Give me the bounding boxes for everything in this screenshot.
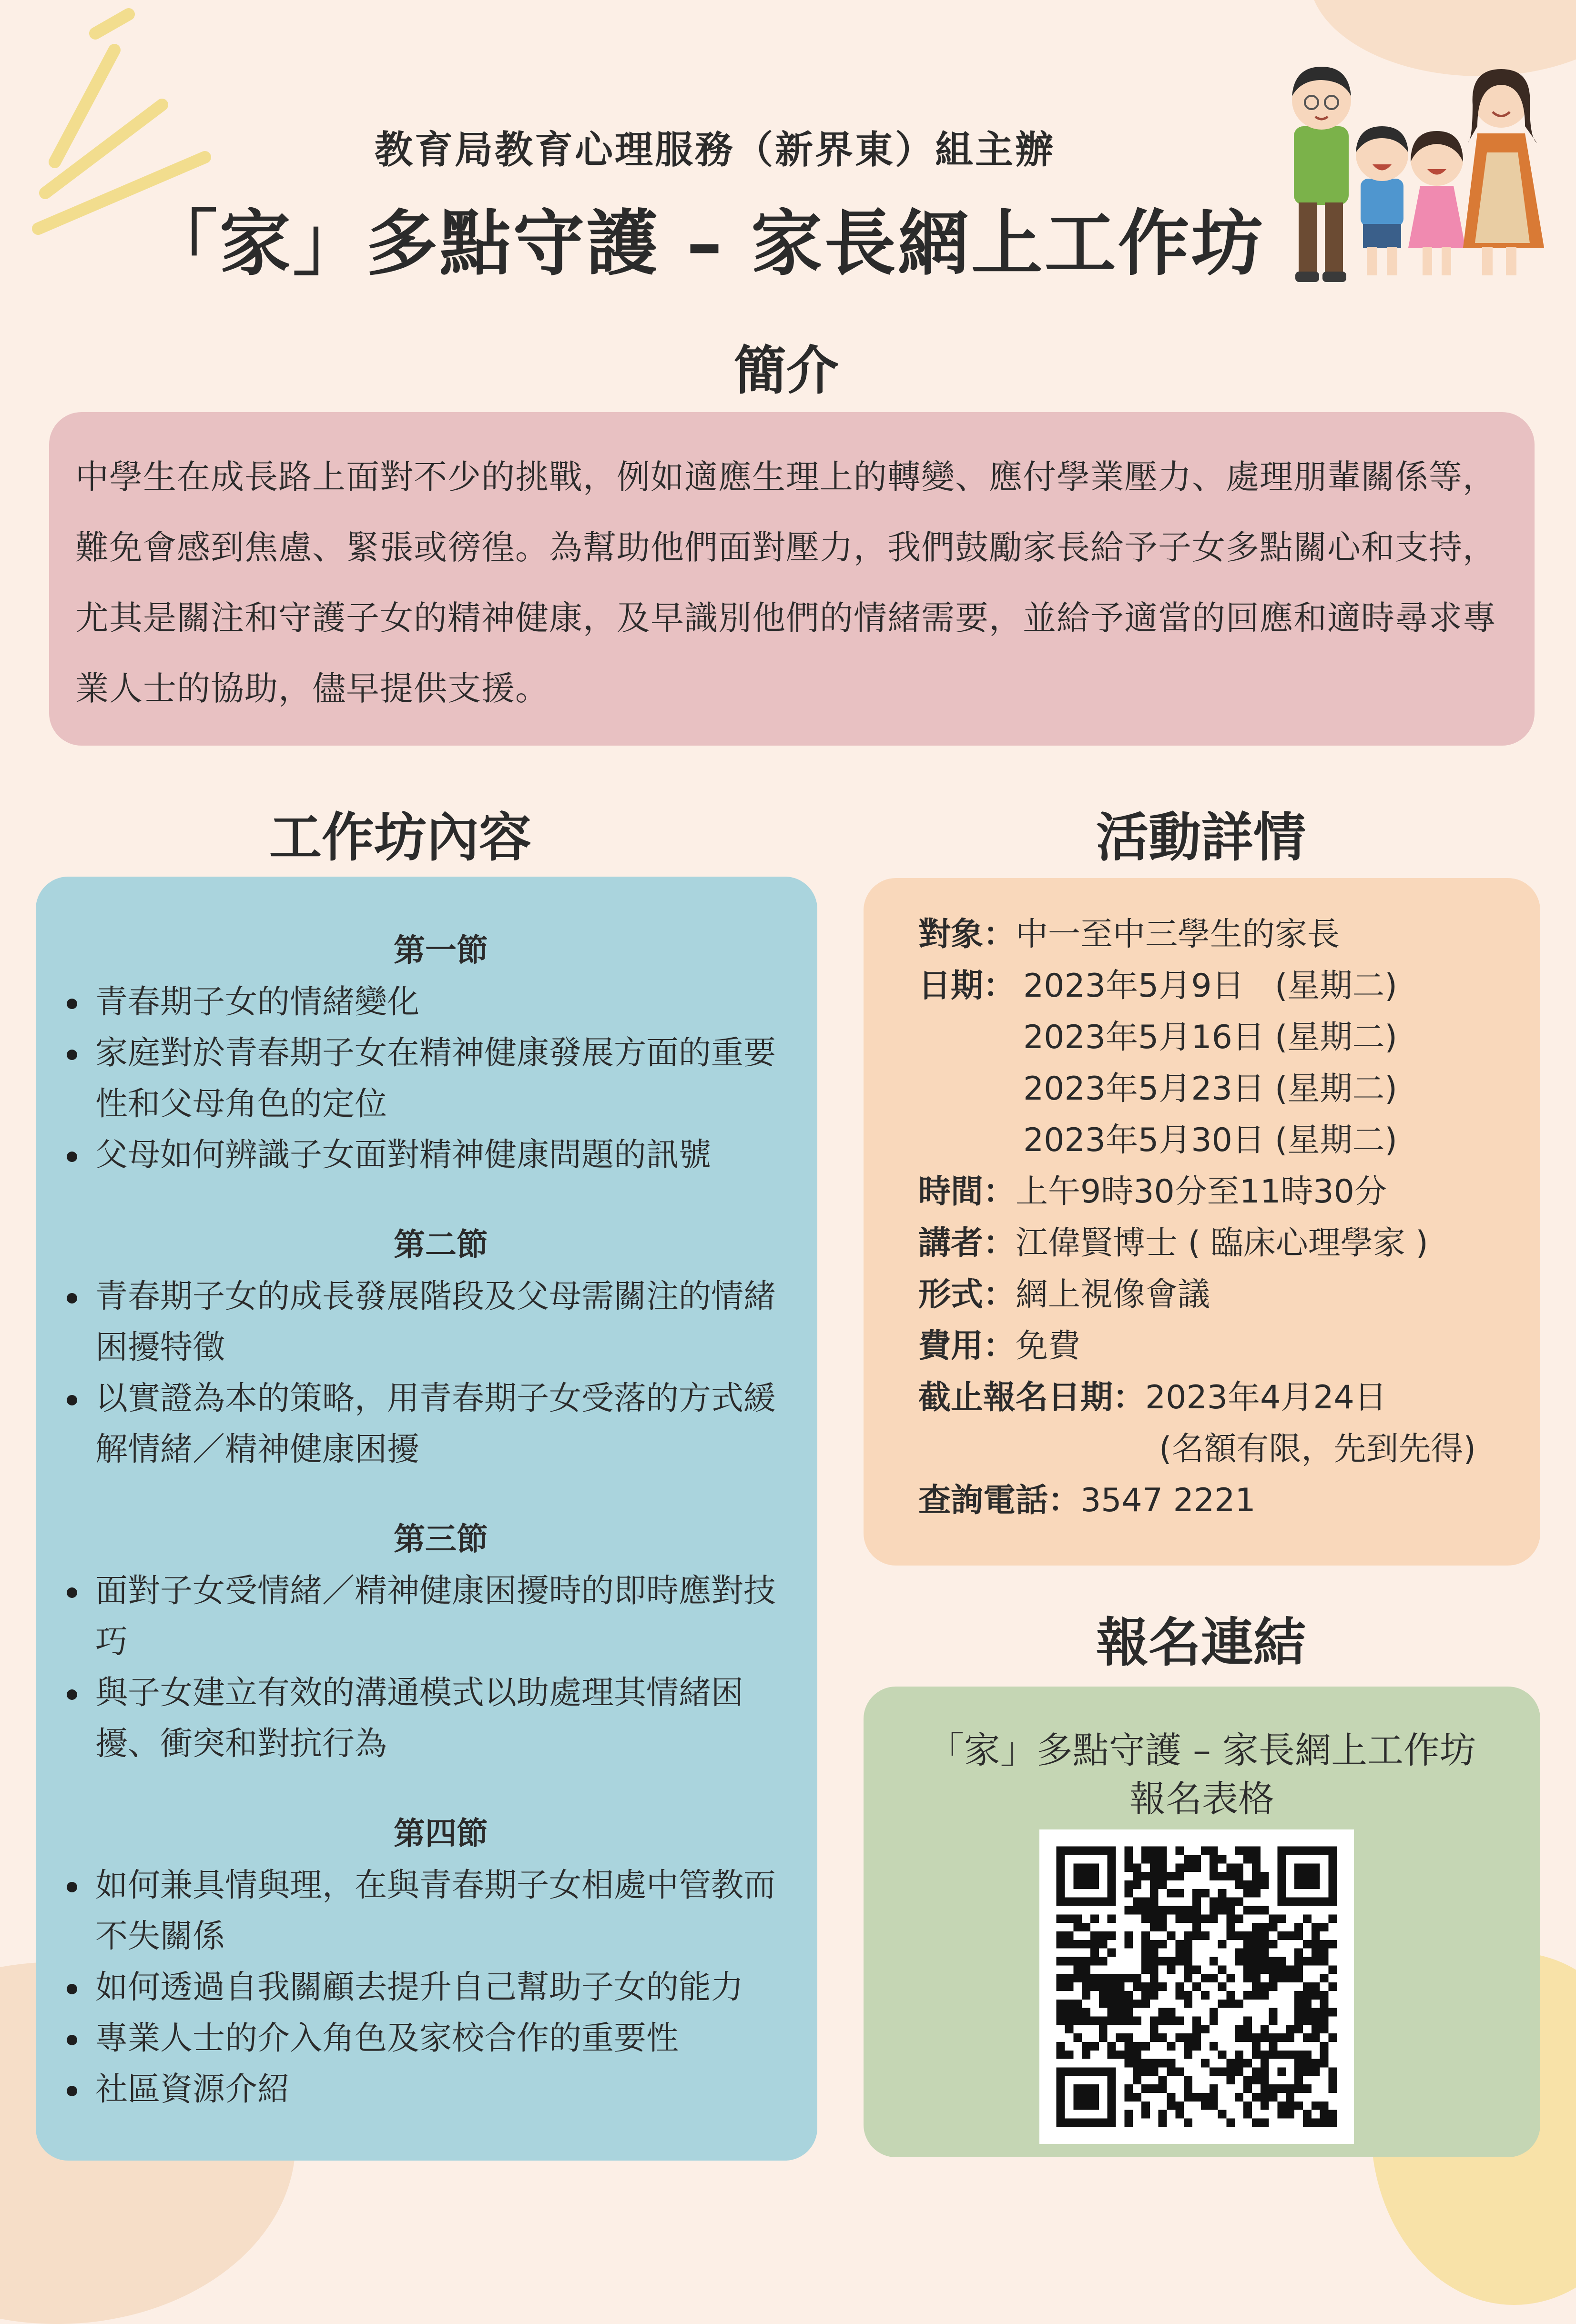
format-row [918,1269,1521,1321]
session-item: 專業人士的介入角色及家校合作的重要性 [62,2013,791,2064]
session-item: 如何透過自我關顧去提升自己幫助子女的能力 [62,1962,791,2013]
date-label: 日期： [918,967,1016,1005]
session-item: 面對子女受情緒／精神健康困擾時的即時應對技巧 [62,1566,791,1667]
session-item-list [62,977,791,1181]
session-title: 第一節 [394,932,488,969]
mother-figure [1463,69,1544,275]
intro-heading: 簡介 [734,340,839,401]
session-4 [62,1808,791,2115]
family-illustration [1277,43,1558,291]
date-value: 2023年5月9日 [1023,967,1244,1005]
session-item: 社區資源介紹 [62,2064,791,2115]
session-item: 以實證為本的策略，用青春期子女受落的方式緩解情緒／精神健康困擾 [62,1373,791,1475]
fee-value: 免費 [1016,1327,1081,1365]
session-1 [62,924,791,1181]
workshop-heading: 工作坊內容 [269,807,531,868]
session-title: 第二節 [394,1226,488,1263]
weekday-value: (星期二) [1275,967,1398,1005]
speaker-row [918,1218,1521,1269]
weekday-value: (星期二) [1275,1070,1398,1108]
session-item: 與子女建立有效的溝通模式以助處理其情緒困擾、衝突和對抗行為 [62,1667,791,1769]
date-value: 2023年5月16日 [1023,1019,1265,1056]
details-heading: 活動詳情 [1096,807,1306,868]
session-item: 青春期子女的情緒變化 [62,977,791,1028]
date-row [918,960,1521,1166]
session-item-list [62,1566,791,1769]
time-value: 上午9時30分至11時30分 [1016,1173,1387,1211]
session-item: 青春期子女的成長發展階段及父母需關注的情緒困擾特徵 [62,1271,791,1373]
phone-row [918,1475,1521,1526]
register-subtitle: 報名表格 [1129,1778,1274,1820]
father-figure [1292,67,1351,282]
date-value: 2023年5月30日 [1023,1122,1265,1159]
phone-label: 查詢電話： [918,1482,1081,1519]
fee-row [918,1321,1521,1372]
deadline-note: (名額有限，先到先得) [1159,1430,1476,1468]
register-title: 「家」多點守護 – 家長網上工作坊 [927,1729,1476,1771]
deadline-row [918,1372,1521,1424]
intro-card [49,412,1535,746]
deadline-value: 2023年4月24日 [1145,1379,1387,1416]
session-2 [62,1219,791,1475]
session-item-list [62,1860,791,2115]
details-card [864,878,1540,1566]
session-item: 父母如何辨識子女面對精神健康問題的訊號 [62,1130,791,1181]
weekday-value: (星期二) [1275,1019,1398,1056]
intro-text: 中學生在成長路上面對不少的挑戰，例如適應生理上的轉變、應付學業壓力、處理朋輩關係等，難免會感到焦慮、緊張或徬徨。為幫助他們面對壓力，我們鼓勵家長給予子女多點關心和支持，尤其是關注和守護子女的精神健康，及早識別他們的情緒需要，並給予適當的回應和適時尋求專業人士的協助，儘早提供支援。 [75,457,1496,708]
register-card [864,1687,1540,2157]
target-row [918,909,1521,960]
page-title: 「家」多點守護 – 家長網上工作坊 [146,202,1265,285]
deadline-label: 截止報名日期： [918,1379,1146,1416]
format-label: 形式： [918,1276,1016,1314]
format-value: 網上視像會議 [1016,1276,1210,1314]
boy-figure [1356,126,1408,275]
workshop-card [36,877,817,2161]
speaker-value: 江偉賢博士 ( 臨床心理學家 ) [1016,1224,1428,1262]
register-heading: 報名連結 [1096,1612,1306,1673]
time-row [918,1166,1521,1218]
organizer-text: 教育局教育心理服務（新界東）組主辦 [375,128,1055,172]
session-title: 第三節 [394,1521,488,1557]
date-value: 2023年5月23日 [1023,1070,1265,1108]
time-label: 時間： [918,1173,1016,1211]
speaker-label: 講者： [918,1224,1016,1262]
target-value: 中一至中三學生的家長 [1016,916,1340,953]
session-3 [62,1513,791,1769]
fee-label: 費用： [918,1327,1016,1365]
qr-code[interactable] [1039,1829,1354,2144]
session-item: 家庭對於青春期子女在精神健康發展方面的重要性和父母角色的定位 [62,1028,791,1130]
session-item: 如何兼具情與理，在與青春期子女相處中管教而不失關係 [62,1860,791,1962]
session-item-list [62,1271,791,1475]
girl-figure [1408,131,1465,275]
weekday-value: (星期二) [1275,1122,1398,1159]
phone-value: 3547 2221 [1080,1482,1256,1519]
session-title: 第四節 [394,1815,488,1852]
target-label: 對象： [918,916,1016,953]
